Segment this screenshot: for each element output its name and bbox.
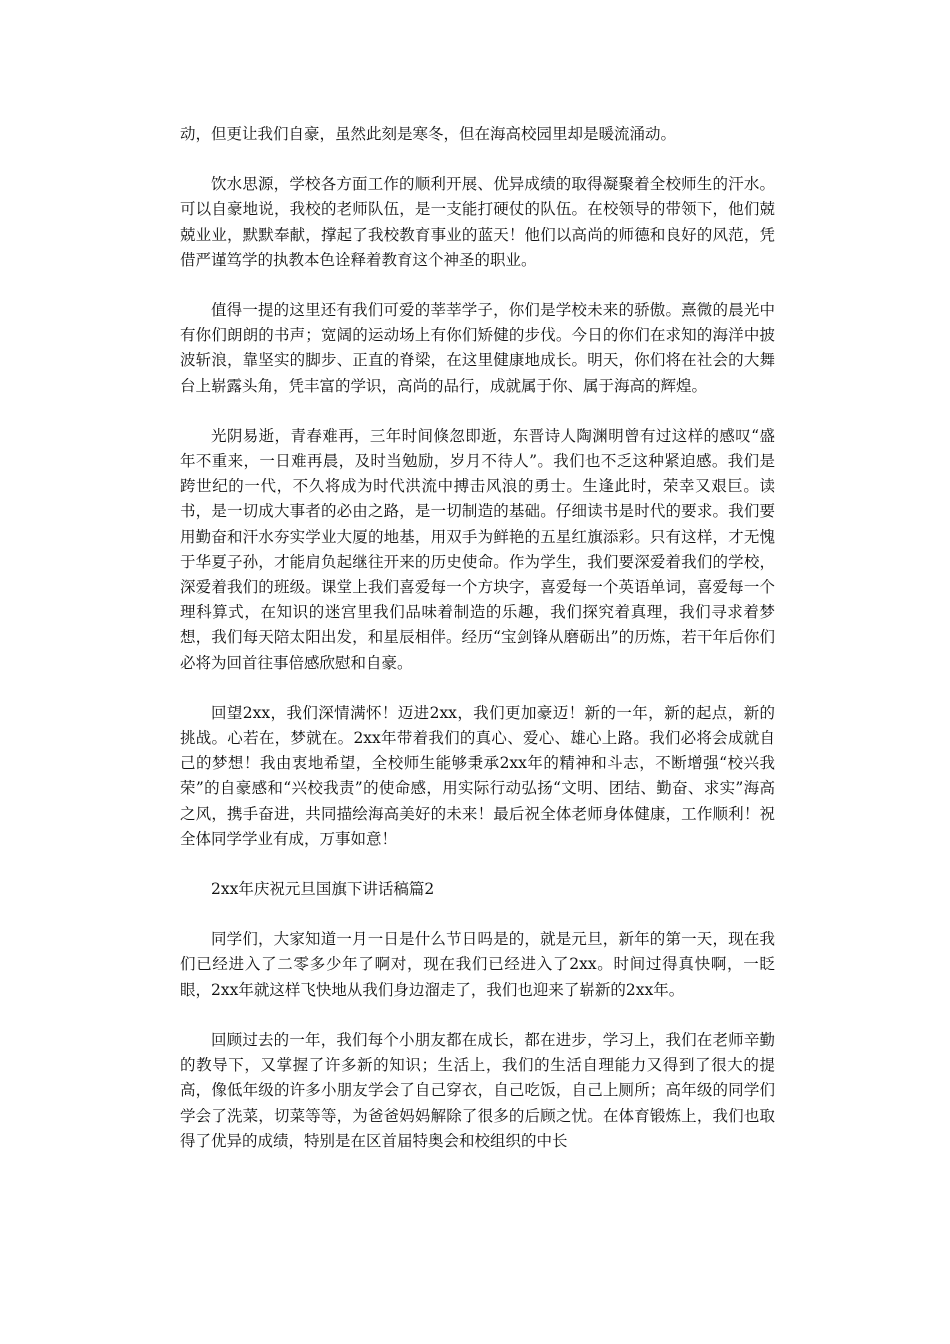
paragraph-new-year: 回望2xx，我们深情满怀！迈进2xx，我们更加豪迈！新的一年，新的起点，新的挑战。心若在，梦就在。2xx年带着我们的真心、爱心、雄心上路。我们必将会成就自己的梦想！我由衷地希望，全校师生能够秉承2xx年的精神和斗志，不断增强“校兴我荣”的自豪感和“兴校我责”的使命感，用实际行动弘扬“文明、团结、勤奋、求实”海高之风，携手奋进，共同描绘海高美好的未来！最后祝全体老师身体健康，工作顺利！祝全体同学学业有成，万事如意！: [180, 703, 775, 848]
paragraph-teachers: 饮水思源，学校各方面工作的顺利开展、优异成绩的取得凝聚着全校师生的汗水。可以自豪地说，我校的老师队伍，是一支能打硬仗的队伍。在校领导的带领下，他们兢兢业业，默默奉献，撑起了我校教育事业的蓝天！他们以高尚的师德和良好的风范，凭借严谨笃学的执教本色诠释着教育这个神圣的职业。: [180, 175, 775, 269]
paragraph-continued: 动，但更让我们自豪，虽然此刻是寒冬，但在海高校园里却是暖流涌动。: [180, 125, 677, 143]
paragraph-time: 光阴易逝，青春难再，三年时间倏忽即逝，东晋诗人陶渊明曾有过这样的感叹“盛年不重来，一日难再晨，及时当勉励，岁月不待人”。我们也不乏这种紧迫感。我们是跨世纪的一代，不久将成为时代洪流中搏击风浪的勇士。生逢此时，荣幸又艰巨。读书，是一切成大事者的必由之路，是一切制造的基础。仔细读书是时代的要求。我们要用勤奋和汗水夯实学业大厦的地基，用双手为鲜艳的五星红旗添彩。只有这样，才无愧于华夏子孙，才能肩负起继往开来的历史使命。作为学生，我们要深爱着我们的学校，深爱着我们的班级。课堂上我们喜爱每一个方块字，喜爱每一个英语单词，喜爱每一个理科算式，在知识的迷宫里我们品味着制造的乐趣，我们探究着真理，我们寻求着梦想，我们每天陪太阳出发，和星辰相伴。经历“宝剑锋从磨砺出”的历炼，若干年后你们必将为回首往事倍感欣慰和自豪。: [180, 426, 775, 672]
paragraph-review: 回顾过去的一年，我们每个小朋友都在成长，都在进步，学习上，我们在老师辛勤的教导下，又掌握了许多新的知识；生活上，我们的生活自理能力又得到了很大的提高，像低年级的许多小朋友学会了自己穿衣，自己吃饭，自己上厕所；高年级的同学们学会了洗菜，切菜等等，为爸爸妈妈解除了很多的后顾之忧。在体育锻炼上，我们也取得了优异的成绩，特别是在区首届特奥会和校组织的中长: [180, 1030, 775, 1150]
section-title: 2xx年庆祝元旦国旗下讲话稿篇2: [211, 880, 435, 899]
paragraph-students: 值得一提的这里还有我们可爱的莘莘学子，你们是学校未来的骄傲。熹微的晨光中有你们朗朗的书声；宽阔的运动场上有你们矫健的步伐。今日的你们在求知的海洋中披波斩浪，靠坚实的脚步、正直的脊梁，在这里健康地成长。明天，你们将在社会的大舞台上崭露头角，凭丰富的学识，高尚的品行，成就属于你、属于海高的辉煌。: [180, 301, 775, 395]
document-body: [180, 122, 775, 1179]
paragraph-greeting: 同学们，大家知道一月一日是什么节日吗是的，就是元旦，新年的第一天，现在我们已经进入了二零多少年了啊对，现在我们已经进入了2xx。时间过得真快啊，一眨眼，2xx年就这样飞快地从我们身边溜走了，我们也迎来了崭新的2xx年。: [180, 930, 775, 999]
